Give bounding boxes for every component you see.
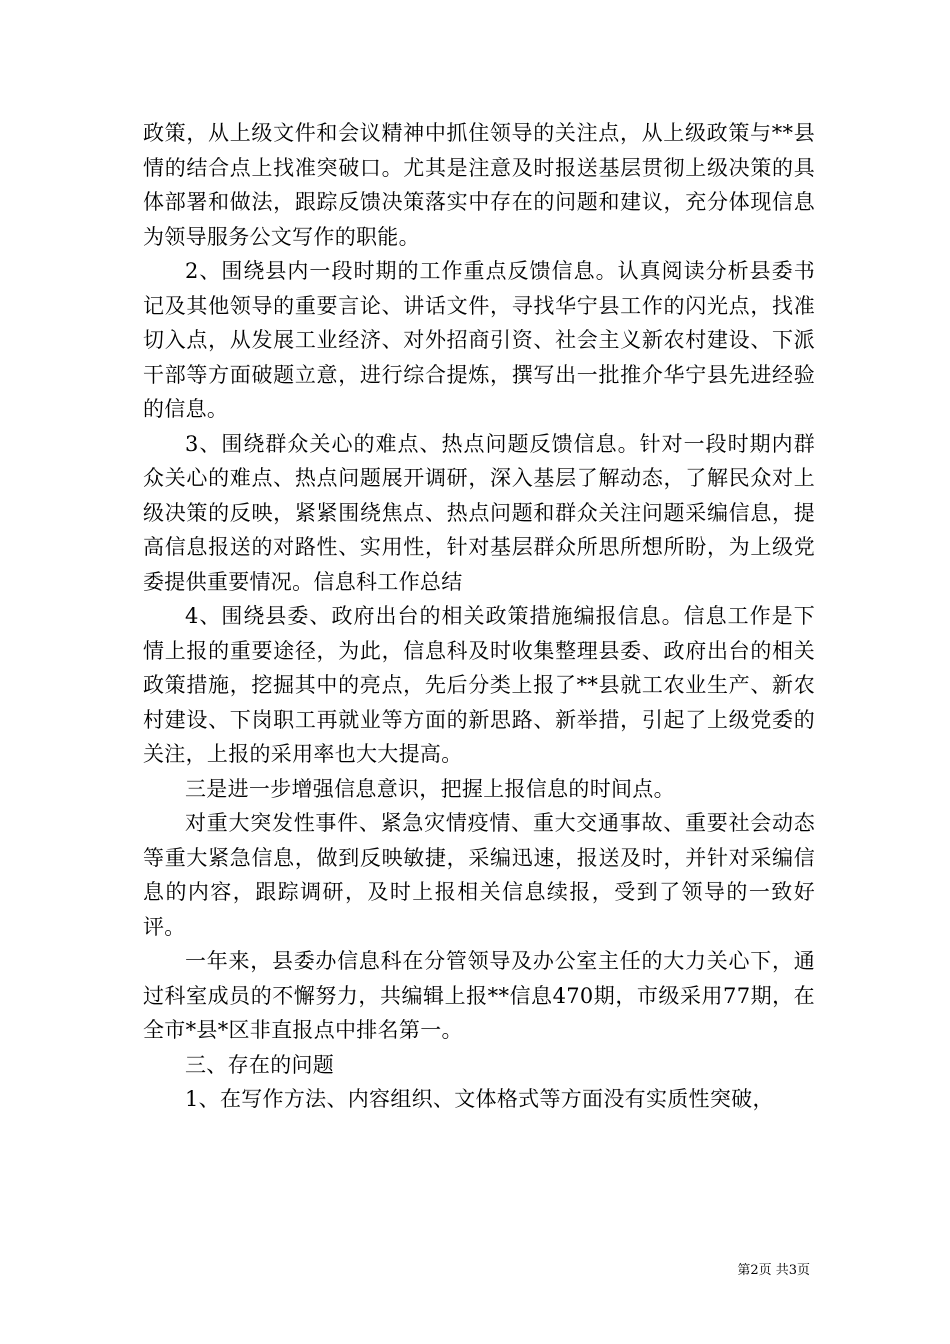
paragraph-9: 1、在写作方法、内容组织、文体格式等方面没有实质性突破， — [185, 1087, 774, 1111]
paragraph-4: 4、围绕县委、政府出台的相关政策措施编报信息。信息工作是下情上报的重要途径，为此，信息科及时收集整理县委、政府出台的相关政策措施，挖掘其中的亮点，先后分类上报了**县就工农业生产、新农村建设、下岗职工再就业等方面的新思路、新举措，引起了上级党委的关注，上报的采用率也大大提高。 — [143, 604, 815, 766]
paragraph-2: 2、围绕县内一段时期的工作重点反馈信息。认真阅读分析县委书记及其他领导的重要言论、讲话文件，寻找华宁县工作的闪光点，找准切入点，从发展工业经济、对外招商引资、社会主义新农村建设、下派干部等方面破题立意，进行综合提炼，撰写出一批推介华宁县先进经验的信息。 — [143, 259, 815, 421]
document-body — [143, 116, 815, 1117]
paragraph-3: 3、围绕群众关心的难点、热点问题反馈信息。针对一段时期内群众关心的难点、热点问题展开调研，深入基层了解动态，了解民众对上级决策的反映，紧紧围绕焦点、热点问题和群众关注问题采编信息，提高信息报送的对路性、实用性，针对基层群众所思所想所盼，为上级党委提供重要情况。信息科工作总结 — [143, 431, 815, 594]
paragraph-5: 三是进一步增强信息意识，把握上报信息的时间点。 — [185, 776, 675, 801]
page-number: 第2页 共3页 — [737, 1263, 810, 1278]
paragraph-7: 一年来，县委办信息科在分管领导及办公室主任的大力关心下，通过科室成员的不懈努力，共编辑上报**信息470期，市级采用77期，在全市*县*区非直报点中排名第一。 — [143, 949, 815, 1042]
paragraph-6: 对重大突发性事件、紧急灾情疫情、重大交通事故、重要社会动态等重大紧急信息，做到反映敏捷，采编迅速，报送及时，并针对采编信息的内容，跟踪调研，及时上报相关信息续报，受到了领导的一致好评。 — [143, 811, 815, 939]
paragraph-1: 政策，从上级文件和会议精神中抓住领导的关注点，从上级政策与**县情的结合点上找准突破口。尤其是注意及时报送基层贯彻上级决策的具体部署和做法，跟踪反馈决策落实中存在的问题和建议，充分体现信息为领导服务公文写作的职能。 — [143, 121, 815, 249]
paragraph-8: 三、存在的问题 — [185, 1052, 335, 1077]
